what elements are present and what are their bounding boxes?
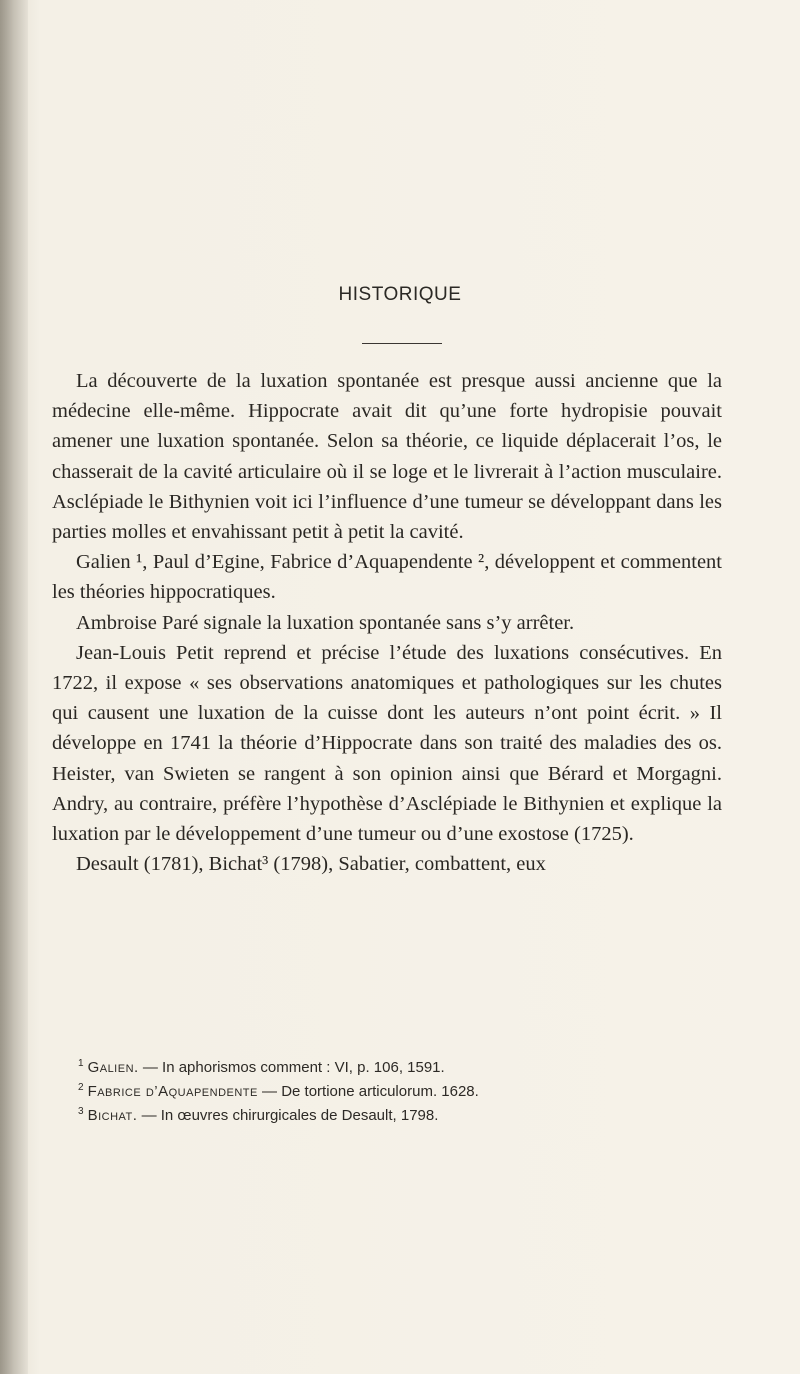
binding-shadow	[0, 0, 28, 1374]
footnote-number: 1	[78, 1058, 84, 1069]
page-title: HISTORIQUE	[338, 284, 462, 305]
footnote-number: 2	[78, 1082, 84, 1093]
footnote-text: — In œuvres chirurgicales de Desault, 1798.	[137, 1107, 439, 1124]
footnote	[78, 1054, 728, 1078]
title-rule	[362, 343, 442, 344]
paragraph: Desault (1781), Bichat³ (1798), Sabatier, combattent, eux	[76, 853, 546, 876]
footnote-text: — De tortione articulorum. 1628.	[257, 1083, 479, 1100]
footnote	[78, 1078, 728, 1102]
footnote-author: Bichat.	[87, 1107, 138, 1124]
paragraph: Ambroise Paré signale la luxation spontanée sans s’y arrêter.	[76, 611, 575, 634]
footnote-number: 3	[78, 1106, 84, 1117]
paragraph: Jean-Louis Petit reprend et précise l’étude des luxations consécutives. En 1722, il expose « ses observations anatomiques et pathologiques sur les chutes qui causent une luxation de la cuisse dont les auteurs n’ont point écrit. » Il développe en 1741 la théorie d’Hippocrate dans son traité des maladies des os. Heister, van Swieten se rangent à son opinion ainsi que Bérard et Morgagni. Andry, au contraire, préfère l’hypothèse d’Asclépiade le Bithynien et explique la luxation par le développement d’une tumeur ou d’une exostose (1725).	[52, 641, 722, 846]
footnote-author: Fabrice d’Aquapendente	[87, 1083, 258, 1100]
footnotes	[78, 1054, 728, 1126]
footnote	[78, 1102, 728, 1126]
paragraph: La découverte de la luxation spontanée est presque aussi ancienne que la médecine elle-même. Hippocrate avait dit qu’une forte hydropisie pouvait amener une luxation spontanée. Selon sa théorie, ce liquide déplacerait l’os, le chasserait de la cavité articulaire où il se loge et le livrerait à l’action musculaire. Asclépiade le Bithynien voit ici l’influence d’une tumeur se développant dans les parties molles et envahissant petit à petit la cavité.	[52, 370, 722, 544]
paragraph: Galien ¹, Paul d’Egine, Fabrice d’Aquapendente ², développent et commentent les théories hippocratiques.	[52, 551, 722, 604]
body-text	[52, 366, 722, 879]
footnote-author: Galien.	[87, 1059, 139, 1076]
footnote-text: — In aphorismos comment : VI, p. 106, 1591.	[138, 1059, 445, 1076]
